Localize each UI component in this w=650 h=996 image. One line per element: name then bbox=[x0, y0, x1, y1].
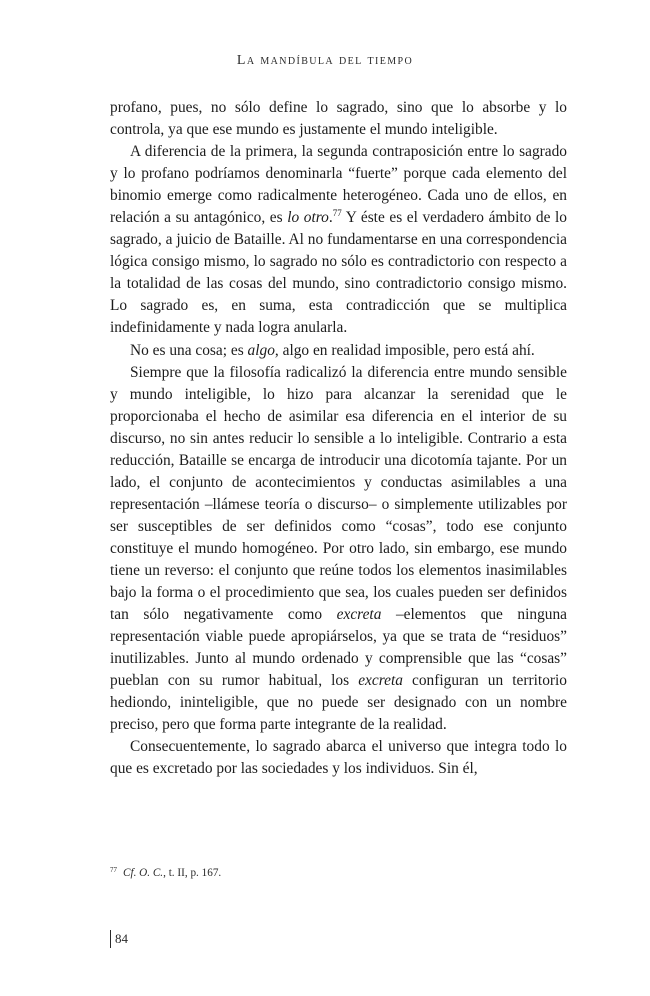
footnote-number: 77 bbox=[110, 866, 117, 874]
body-text bbox=[110, 97, 567, 780]
paragraph-2: A diferencia de la primera, la segunda contraposición entre lo sagrado y lo profano podríamos denominarla “fuerte” porque cada elemento del binomio emerge como radicalmente heterogéneo. Cada uno de ellos, en relación a su antagónico, es lo otro.$^{77}$ Y éste es el verdadero ámbito de lo sagrado, a juicio de Bataille. Al no fundamentarse en una correspondencia lógica consigo mismo, lo sagrado no sólo es contradictorio con respecto a la totalidad de las cosas del mundo, sino contradictorio consigo mismo. Lo sagrado es, en suma, esta contradicción que se multiplica indefinidamente y nada logra anularla. bbox=[110, 143, 567, 337]
emphasis-lo-otro: lo otro bbox=[287, 209, 329, 227]
paragraph-1: profano, pues, no sólo define lo sagrado, sino que lo absorbe y lo controla, ya que ese mundo es justamente el mundo inteligible. bbox=[110, 99, 567, 139]
emphasis-excreta-1: excreta bbox=[336, 606, 382, 624]
paragraph-4-text-b: –elementos que ninguna representación viable puede apropiárselos, ya que se trata de “residuos” inutilizables. Junto al mundo ordenado y comprensible que las “cosas” pueblan con su rumor habitual, los bbox=[110, 606, 567, 690]
footnote-reference[interactable]: 77 bbox=[332, 208, 342, 219]
paragraph-4-text-a: Siempre que la filosofía radicalizó la diferencia entre mundo sensible y mundo inteligible, lo hizo para alcanzar la serenidad que le proporcionaba el hecho de asimilar esa diferencia en el interior de su discurso, no sin antes reducir lo sensible a lo inteligible. Contrario a esta reducción, Bataille se encarga de introducir una dicotomía tajante. Por un lado, el conjunto de acontecimientos y conductas asimilables a una representación –llámese teoría o discurso– o simplemente utilizables por ser susceptibles de ser definidos como “cosas”, todo ese conjunto constituye el mundo homogéneo. Por otro lado, sin embargo, ese mundo tiene un reverso: el conjunto que reúne todos los elementos inasimilables bajo la forma o el procedimiento que sea, los cuales pueden ser definidos tan sólo negativamente como bbox=[110, 363, 567, 624]
page-number: 84 bbox=[110, 930, 128, 948]
footnote-text: , t. II, p. 167. bbox=[163, 867, 222, 879]
emphasis-algo: algo bbox=[247, 341, 275, 359]
paragraph-2-text-b: Y éste es el verdadero ámbito de lo sagrado, a juicio de Bataille. Al no fundamentarse en una correspondencia lógica consigo mismo, lo sagrado no sólo es contradictorio con respecto a la totalidad de las cosas del mundo, sino contradictorio consigo mismo. Lo sagrado es, en suma, esta contradicción que se multiplica indefinidamente y nada logra anularla. bbox=[110, 209, 567, 337]
emphasis-excreta-2: excreta bbox=[358, 672, 403, 690]
running-header: La mandíbula del tiempo bbox=[236, 53, 414, 68]
paragraph-5: Consecuentemente, lo sagrado abarca el universo que integra todo lo que es excretado por las sociedades y los individuos. Sin él, bbox=[110, 738, 567, 778]
paragraph-2-text-a: A diferencia de la primera, la segunda contraposición entre lo sagrado y lo profano podríamos denominarla “fuerte” porque cada elemento del binomio emerge como radicalmente heterogéneo. Cada uno de ellos, en relación a su antagónico, es bbox=[110, 143, 567, 227]
footnote-citation: Cf. O. C. bbox=[123, 867, 164, 879]
paragraph-4-text-c: configuran un territorio hediondo, ininteligible, que no puede ser designado con un nombre preciso, pero que forma parte integrante de la realidad. bbox=[110, 672, 567, 734]
paragraph-3 bbox=[110, 340, 567, 362]
footnote bbox=[110, 866, 221, 879]
paragraph-3-text-a: No es una cosa; es bbox=[130, 341, 248, 359]
paragraph-3-text-b: , algo en realidad imposible, pero está ahí. bbox=[274, 341, 535, 359]
paragraph-4 bbox=[110, 362, 567, 737]
